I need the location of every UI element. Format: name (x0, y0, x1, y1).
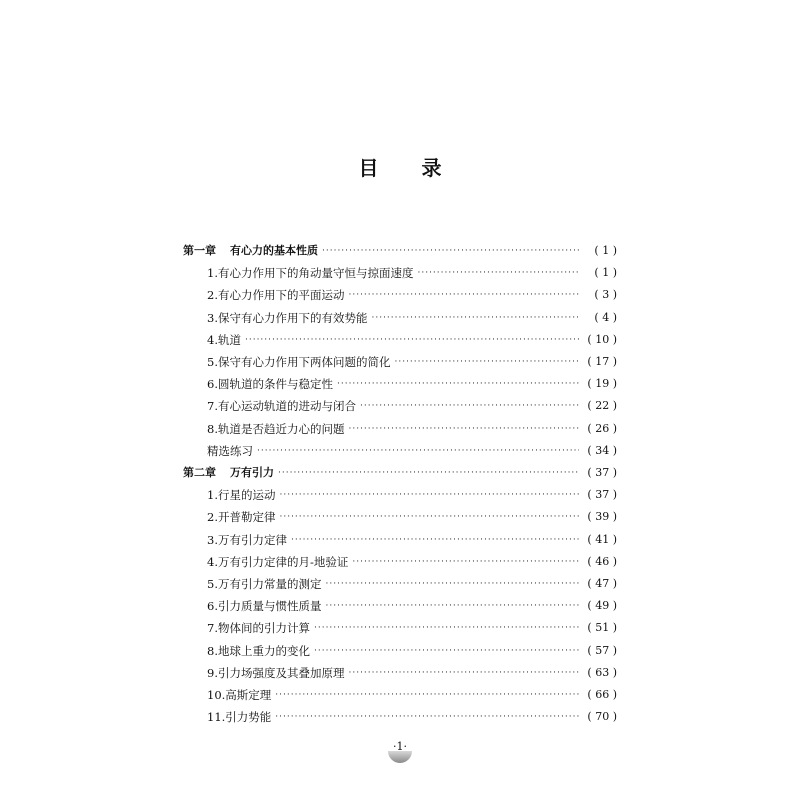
dot-leader (325, 595, 579, 617)
page-ref: ( 70 ) (587, 710, 617, 724)
page-footer (370, 740, 430, 770)
chapter-number: 第一章 (183, 244, 216, 257)
dot-leader (348, 662, 579, 684)
toc-entry-row (207, 529, 617, 551)
dot-leader (348, 284, 579, 306)
page-ref: ( 47 ) (587, 577, 617, 590)
toc-entry-row (207, 395, 617, 417)
page-ref: ( 1 ) (594, 266, 617, 280)
entry-title: 3.保守有心力作用下的有效势能 (207, 310, 368, 325)
entry-title: 8.地球上重力的变化 (207, 643, 310, 658)
page-ref: ( 39 ) (587, 510, 617, 524)
toc-entry-row (207, 307, 617, 329)
dot-leader (314, 640, 579, 662)
dot-leader (275, 684, 579, 706)
toc-entry-row (207, 351, 617, 373)
toc-entry-row (207, 706, 617, 728)
entry-title: 6.引力质量与惯性质量 (207, 599, 322, 614)
toc-chapter-row (183, 462, 617, 484)
chapter-number: 第二章 (183, 466, 216, 479)
toc-entry-row (207, 684, 617, 706)
page-ref: ( 66 ) (587, 688, 617, 701)
entry-title: 2.开普勒定律 (207, 510, 276, 525)
dot-leader (360, 395, 579, 417)
toc-entry-row (207, 617, 617, 639)
chapter-title: 有心力的基本性质 (230, 244, 318, 257)
dot-leader (394, 351, 579, 373)
page-ref: ( 17 ) (587, 355, 617, 368)
entry-title: 10.高斯定理 (207, 688, 272, 702)
dot-leader (352, 551, 579, 573)
entry-title: 9.引力场强度及其叠加原理 (207, 665, 345, 680)
entry-title: 11.引力势能 (207, 710, 272, 725)
entry-title: 6.圆轨道的条件与稳定性 (207, 377, 333, 392)
page-ref: ( 41 ) (587, 532, 617, 546)
page-ref: ( 51 ) (587, 621, 617, 635)
entry-title: 7.有心运动轨道的进动与闭合 (207, 399, 356, 414)
page-ref: ( 63 ) (587, 665, 617, 679)
page-ref: ( 26 ) (587, 421, 617, 435)
dot-leader (337, 373, 579, 395)
page-ref: ( 10 ) (587, 332, 617, 346)
page-ref: ( 37 ) (587, 466, 617, 479)
dot-leader (291, 529, 579, 551)
entry-title: 1.行星的运动 (207, 488, 276, 503)
toc-entry-row (207, 551, 617, 573)
toc-entry-row (207, 640, 617, 662)
dot-leader (278, 462, 579, 484)
entry-title: 1.有心力作用下的角动量守恒与掠面速度 (207, 266, 414, 281)
dot-leader (257, 440, 579, 462)
toc-entry-row (207, 662, 617, 684)
dot-leader (314, 617, 579, 639)
page-title: 目 录 (358, 156, 460, 180)
entry-title: 7.物体间的引力计算 (207, 621, 310, 636)
page-ref: ( 4 ) (594, 310, 617, 324)
entry-title: 4.万有引力定律的月-地验证 (207, 554, 349, 569)
toc-entry-row (207, 262, 617, 284)
entry-title: 5.万有引力常量的测定 (207, 577, 322, 591)
dot-leader (325, 573, 579, 595)
page-ref: ( 1 ) (594, 244, 617, 257)
toc-entry-row (207, 440, 617, 462)
toc-entry-row (207, 329, 617, 351)
dot-leader (279, 506, 579, 528)
page-ref: ( 49 ) (587, 599, 617, 613)
entry-title: 8.轨道是否趋近力心的问题 (207, 421, 345, 436)
toc-chapter-row (183, 240, 617, 262)
dot-leader (275, 706, 579, 728)
dot-leader (279, 484, 579, 506)
entry-title: 4.轨道 (207, 332, 241, 347)
toc-entry-row (207, 506, 617, 528)
page-ref: ( 57 ) (587, 643, 617, 657)
entry-title: 2.有心力作用下的平面运动 (207, 288, 345, 303)
dot-leader (417, 262, 579, 284)
toc-entry-row (207, 284, 617, 306)
page-number: ·1· (393, 740, 407, 753)
page-ref: ( 37 ) (587, 488, 617, 502)
toc-entry-row (207, 418, 617, 440)
page-ref: ( 19 ) (587, 377, 617, 391)
page-ref: ( 46 ) (587, 554, 617, 568)
page-ref: ( 22 ) (587, 399, 617, 413)
chapter-title: 万有引力 (230, 466, 274, 479)
page-ref: ( 34 ) (587, 443, 617, 457)
dot-leader (245, 329, 579, 351)
page-ref: ( 3 ) (594, 288, 617, 302)
toc-entry-row (207, 573, 617, 595)
entry-title: 5.保守有心力作用下两体问题的简化 (207, 355, 391, 369)
dot-leader (348, 418, 579, 440)
entry-title: 精选练习 (207, 443, 253, 458)
dot-leader (322, 240, 579, 262)
entry-title: 3.万有引力定律 (207, 532, 287, 547)
dot-leader (371, 307, 579, 329)
toc-entry-row (207, 484, 617, 506)
toc-entry-row (207, 373, 617, 395)
toc-entry-row (207, 595, 617, 617)
